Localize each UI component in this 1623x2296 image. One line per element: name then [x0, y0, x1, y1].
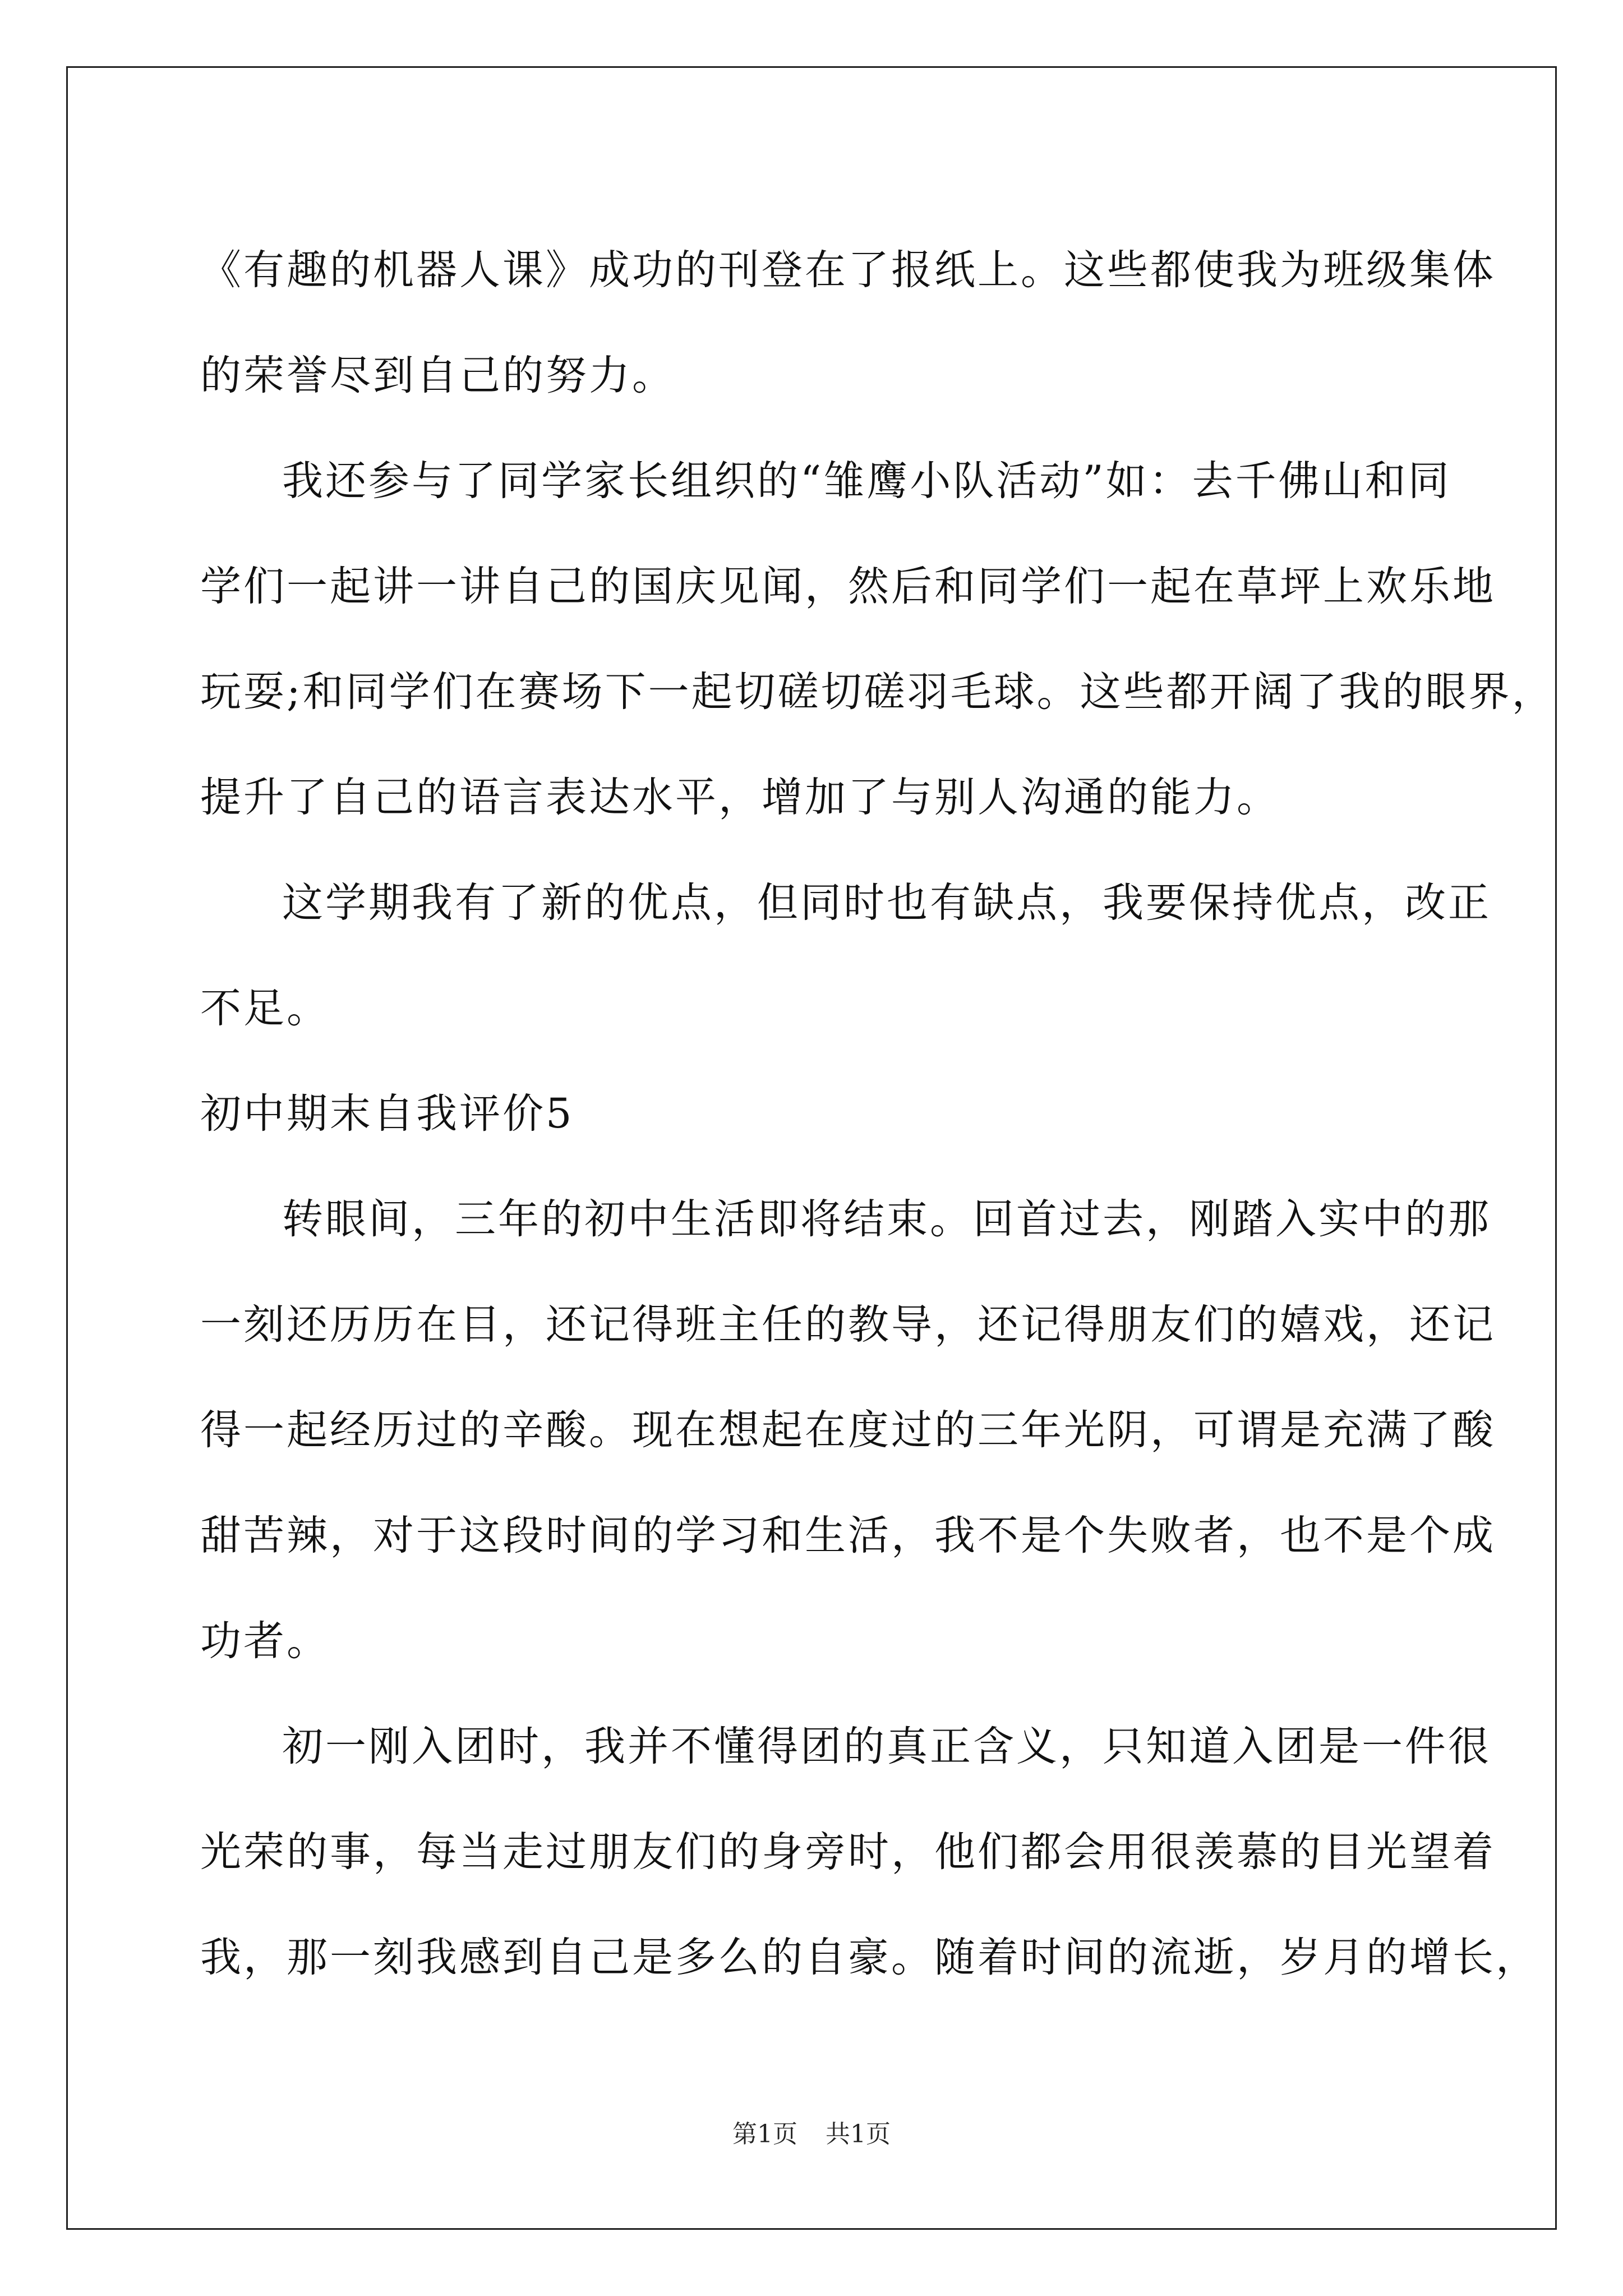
paragraph — [200, 850, 1491, 1061]
text-line: 甜苦辣，对于这段时间的学习和生活，我不是个失败者，也不是个成 — [200, 1512, 1496, 1559]
text-line: 的荣誉尽到自己的努力。 — [200, 352, 675, 399]
text-line: 我还参与了同学家长组织的“雏鹰小队活动”如：去千佛山和同 — [282, 457, 1451, 505]
text-line: 这学期我有了新的优点，但同时也有缺点，我要保持优点，改正 — [282, 879, 1491, 927]
text-line: 我，那一刻我感到自己是多么的自豪。随着时间的流逝，岁月的增长， — [200, 1934, 1539, 1981]
text-line: 《有趣的机器人课》成功的刊登在了报纸上。这些都使我为班级集体 — [200, 246, 1496, 294]
page-footer — [0, 2118, 1623, 2151]
paragraph — [200, 1167, 1496, 1694]
paragraph — [200, 218, 1496, 429]
text-line: 不足。 — [200, 984, 330, 1032]
text-line: 一刻还历历在目，还记得班主任的教导，还记得朋友们的嬉戏，还记 — [200, 1301, 1496, 1349]
text-line: 初中期末自我评价5 — [200, 1090, 574, 1138]
document-body — [200, 218, 1555, 2010]
paragraph — [200, 429, 1555, 850]
paragraph — [200, 1694, 1539, 2010]
page-number-total: 共1页 — [826, 2120, 891, 2148]
text-line: 功者。 — [200, 1617, 330, 1665]
page-number-current: 第1页 — [732, 2120, 797, 2148]
text-line: 玩耍;和同学们在赛场下一起切磋切磋羽毛球。这些都开阔了我的眼界， — [200, 668, 1555, 716]
text-line: 转眼间，三年的初中生活即将结束。回首过去，刚踏入实中的那 — [282, 1195, 1491, 1243]
text-line: 光荣的事，每当走过朋友们的身旁时，他们都会用很羡慕的目光望着 — [200, 1828, 1496, 1876]
text-line: 初一刚入团时，我并不懂得团的真正含义，只知道入团是一件很 — [282, 1723, 1491, 1770]
section-heading — [200, 1061, 1423, 1167]
text-line: 学们一起讲一讲自己的国庆见闻，然后和同学们一起在草坪上欢乐地 — [200, 563, 1496, 610]
text-line: 得一起经历过的辛酸。现在想起在度过的三年光阴，可谓是充满了酸 — [200, 1406, 1496, 1454]
text-line: 提升了自己的语言表达水平，增加了与别人沟通的能力。 — [200, 774, 1280, 821]
